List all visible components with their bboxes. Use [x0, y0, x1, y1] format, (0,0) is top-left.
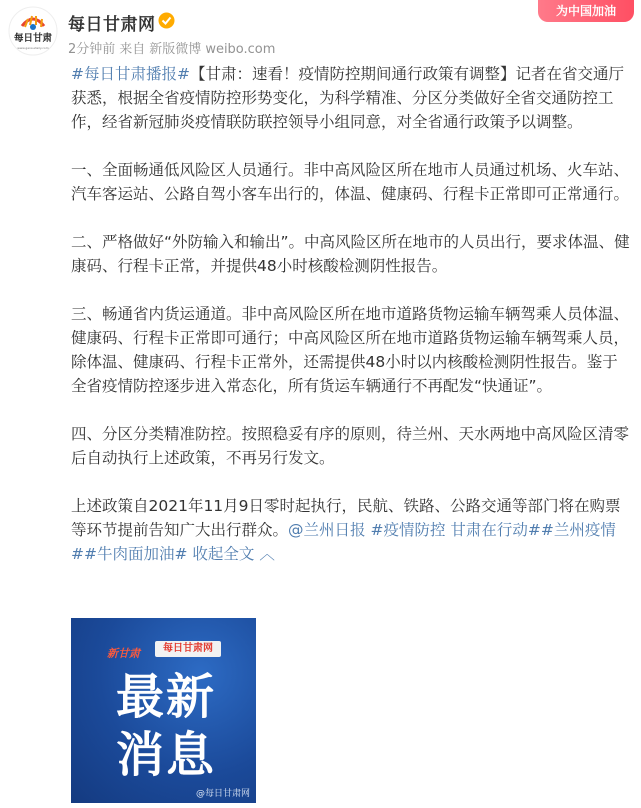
topic-link-1[interactable]: #疫情防控 甘肃在行动# — [370, 521, 541, 539]
post-body — [71, 62, 631, 590]
avatar-text: 每日甘肃 — [13, 33, 52, 44]
post-title: 【甘肃：速看！疫情防控期间通行政策有调整】 — [189, 65, 516, 83]
paragraph-3: 三、畅通省内货运通道。非中高风险区所在地市道路货物运输车辆驾乘人员体温、健康码、行程卡正常即可通行；中高风险区所在地市道路货物运输车辆驾乘人员，除体温、健康码、行程卡正常外，还需提供48小时以内核酸检测阴性报告。鉴于全省疫情防控逐步进入常态化，所有货运车辆通行不再配发“快通证”。 — [71, 305, 630, 395]
post-image[interactable] — [71, 618, 256, 803]
avatar[interactable] — [8, 6, 58, 56]
post-header — [0, 0, 641, 62]
post-intro — [71, 62, 631, 134]
collapse-link[interactable]: 收起全文 ︿ — [192, 545, 275, 563]
post-from-label: 来自 — [119, 42, 146, 57]
account-name[interactable]: 每日甘肃网 — [68, 15, 156, 35]
mention-link[interactable]: @兰州日报 — [288, 521, 366, 539]
paragraph-5 — [71, 494, 631, 566]
image-title-line-1: 最新 — [115, 669, 216, 725]
avatar-subtext: www.gansudaily.com — [17, 46, 49, 50]
image-logo: 每日甘肃网 — [155, 641, 221, 657]
post-domain: weibo.com — [205, 42, 276, 57]
closing-text: 上述政策自2021年11月9日零时起执行，民航、铁路、公路交通等部门将在购票等环节提前告知广大出行群众。 — [71, 497, 621, 539]
intro-text: 记者在省交通厅获悉，根据全省疫情防控形势变化，为科学精准、分区分类做好全省交通防控工作，经省新冠肺炎疫情联防联控领导小组同意，对全省通行政策予以调整。 — [71, 65, 625, 131]
topic-link-2[interactable]: #兰州疫情# — [71, 521, 616, 563]
paragraph-1: 一、全面畅通低风险区人员通行。非中高风险区所在地市人员通过机场、火车站、汽车客运站、公路自驾小客车出行的，体温、健康码、行程卡正常即可正常通行。 — [71, 161, 630, 203]
hashtag-link[interactable]: #每日甘肃播报# — [71, 65, 190, 83]
post-meta — [68, 38, 279, 57]
topic-link-3[interactable]: #牛肉面加油# — [84, 545, 188, 563]
image-watermark: @每日甘肃网 — [195, 789, 250, 799]
image-title-line-2: 消息 — [115, 727, 216, 783]
post-source[interactable]: 新版微博 — [149, 42, 202, 57]
paragraph-4: 四、分区分类精准防控。按照稳妥有序的原则，待兰州、天水两地中高风险区清零后自动执行上述政策，不再另行发文。 — [71, 425, 630, 467]
verified-icon — [158, 12, 175, 29]
image-title — [111, 668, 221, 784]
paragraph-2: 二、严格做好“外防输入和输出”。中高风险区所在地市的人员出行，要求体温、健康码、行程卡正常，并提供48小时核酸检测阴性报告。 — [71, 233, 630, 275]
post-time[interactable]: 2分钟前 — [68, 42, 116, 57]
campaign-badge[interactable]: 为中国加油 — [538, 0, 634, 22]
image-brand: 新甘肃 — [107, 647, 140, 660]
